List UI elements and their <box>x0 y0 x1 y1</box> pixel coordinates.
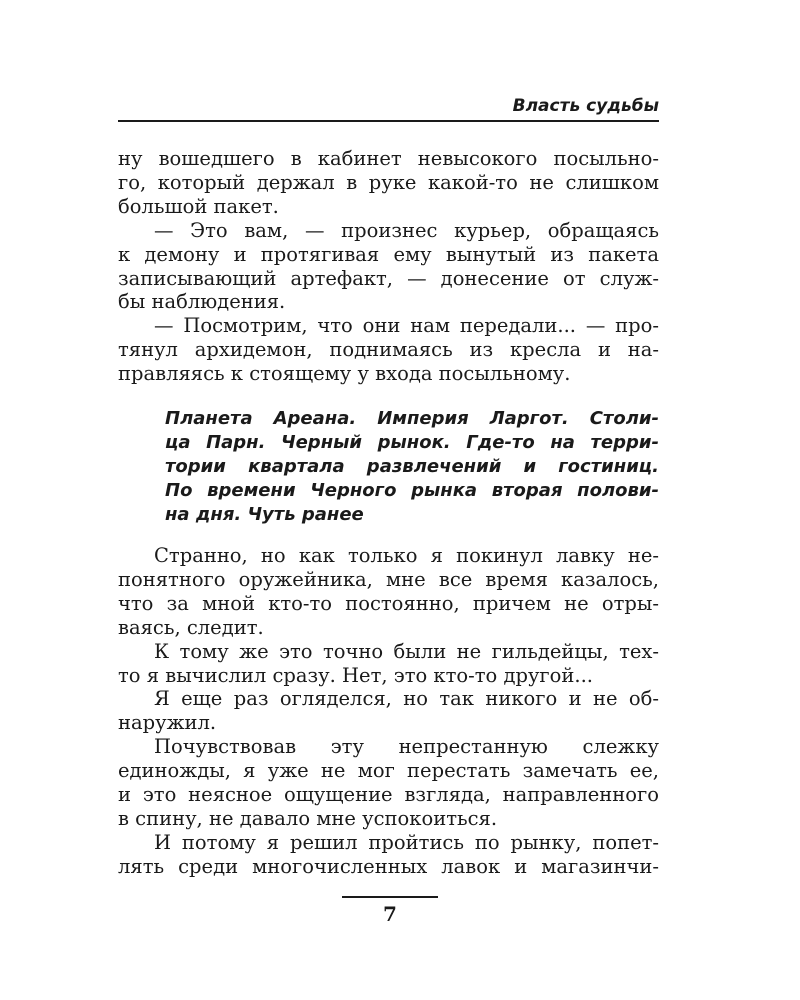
text-block-1 <box>118 147 659 386</box>
text-line: ваясь, следит. <box>118 615 264 639</box>
text-line: наружил. <box>118 711 217 735</box>
text-line: большой пакет. <box>118 194 279 218</box>
scene-line: Планета Ареана. Империя Ларгот. Столи- <box>165 408 659 429</box>
text-line: Странно, но как только я покинул лавку не- <box>154 544 659 567</box>
text-line: К тому же это точно были не гильдейцы, тех- <box>154 639 659 663</box>
text-line: правляясь к стоящему у входа посыльному. <box>118 362 571 386</box>
scene-line: на дня. Чуть ранее <box>165 503 364 525</box>
text-line: ну вошедшего в кабинет невысокого посыльно- <box>118 147 659 170</box>
text-line: — Это вам, — произнес курьер, обращаясь <box>154 218 659 242</box>
text-line: го, который держал в руке какой-то не слишком <box>118 170 659 194</box>
text-line: — Посмотрим, что они нам передали... — про- <box>154 314 659 338</box>
text-line: Почувствовав эту непрестанную слежку <box>154 735 659 759</box>
page-number: 7 <box>383 902 397 926</box>
running-title: Власть судьбы <box>512 96 659 116</box>
text-line: в спину, не давало мне успокоиться. <box>118 806 498 830</box>
text-line: бы наблюдения. <box>118 290 286 314</box>
text-line: и это неясное ощущение взгляда, направленного <box>118 783 659 807</box>
text-line: к демону и протягивая ему вынутый из пакета <box>118 242 659 266</box>
scene-line: По времени Черного рынка вторая полови- <box>165 479 659 501</box>
header-rule <box>118 120 659 122</box>
text-line: единожды, я уже не мог перестать замечать ее, <box>118 759 659 783</box>
footer-rule <box>342 896 438 898</box>
text-line: Я еще раз огляделся, но так никого и не об- <box>154 687 659 711</box>
text-line: что за мной кто-то постоянно, причем не отры- <box>118 591 659 615</box>
text-line: тянул архидемон, поднимаясь из кресла и на- <box>118 338 659 362</box>
text-line: понятного оружейника, мне все время казалось, <box>118 567 659 591</box>
scene-line: ца Парн. Черный рынок. Где-то на терри- <box>165 431 659 453</box>
text-line: то я вычислил сразу. Нет, это кто-то другой... <box>118 663 593 687</box>
scene-line: тории квартала развлечений и гостиниц. <box>165 455 659 477</box>
text-line: И потому я решил пройтись по рынку, попет- <box>154 830 659 854</box>
text-block-2 <box>118 544 659 879</box>
text-line: лять среди многочисленных лавок и магазинчи- <box>118 854 659 878</box>
text-line: записывающий артефакт, — донесение от служ- <box>118 266 659 290</box>
scene-heading <box>165 407 659 527</box>
